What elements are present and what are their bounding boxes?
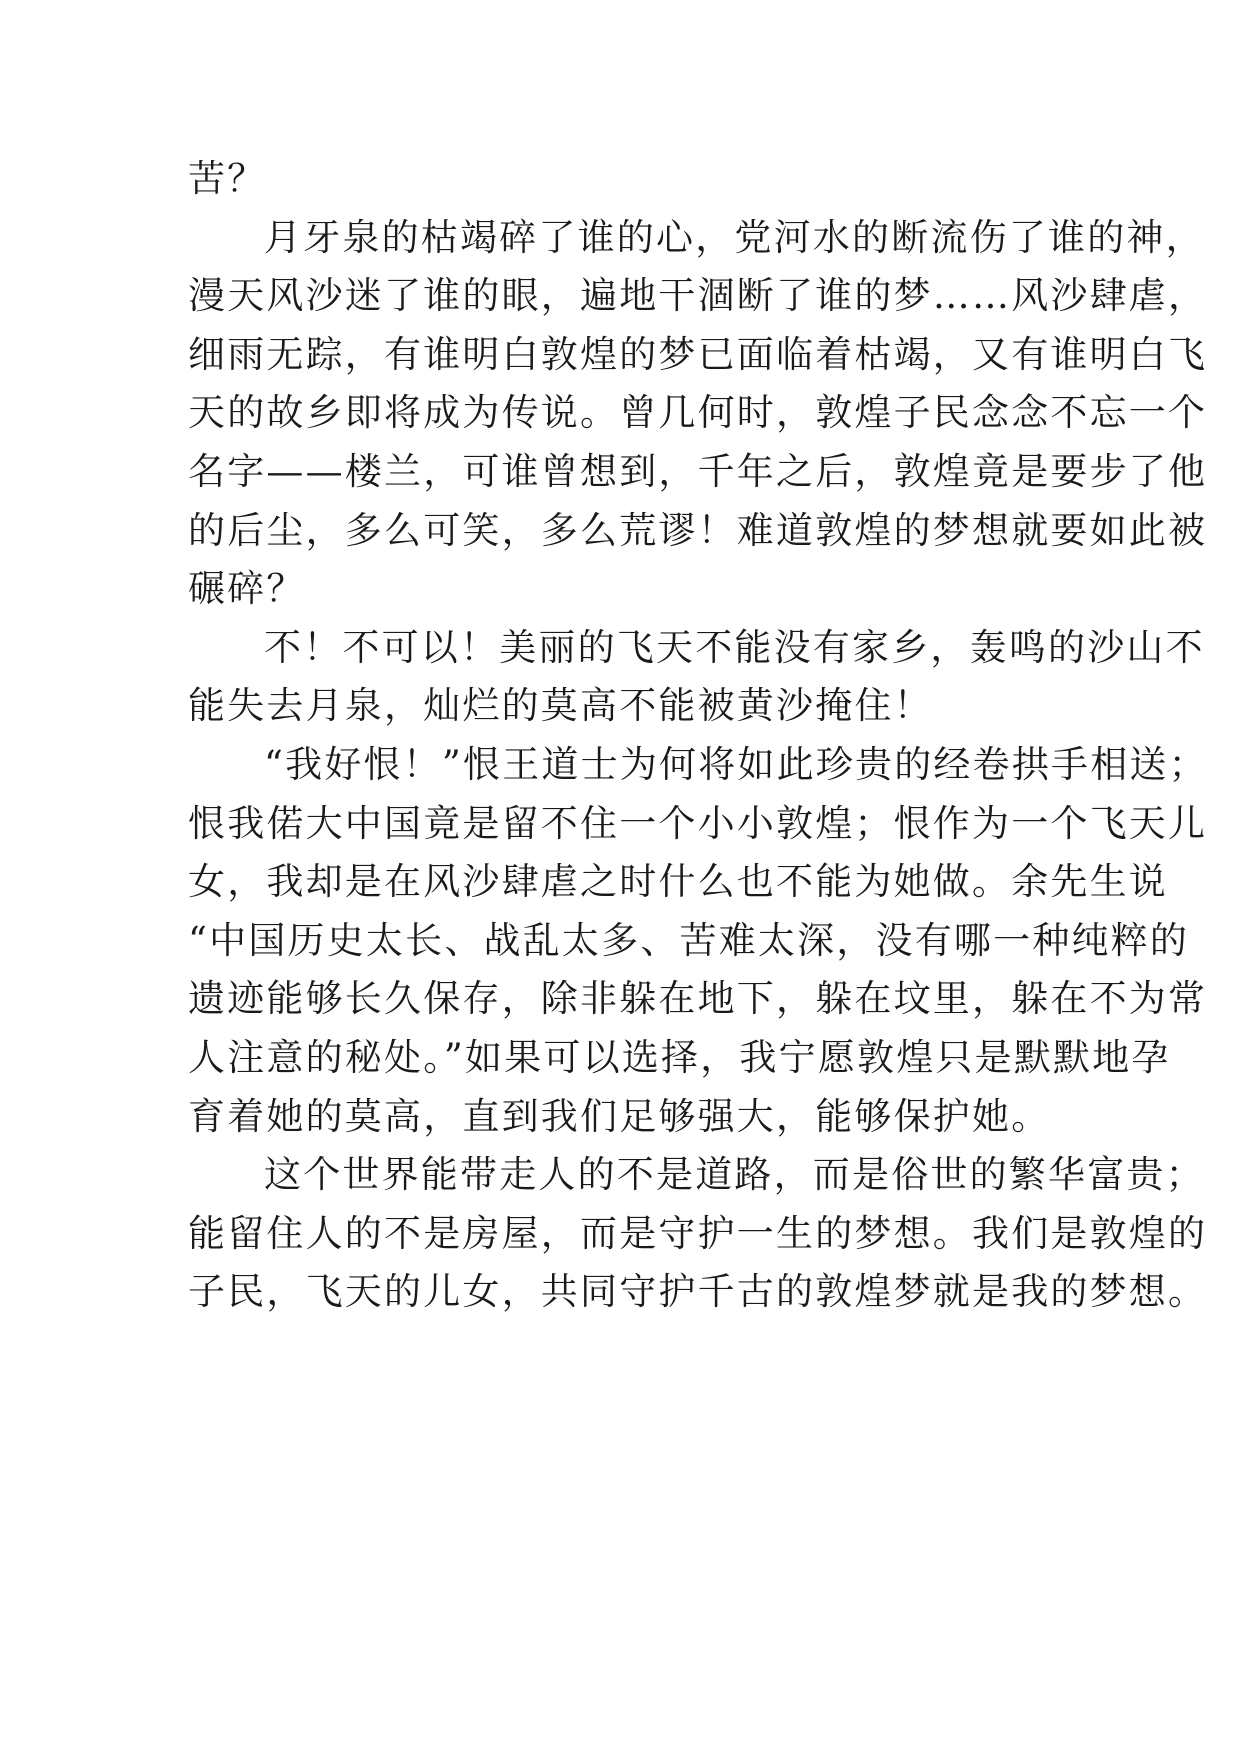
- body-text: [188, 150, 1208, 1322]
- text-line: 苦？: [188, 157, 267, 200]
- text-line: 女，我却是在风沙肆虐之时什么也不能为她做。余先生说: [188, 860, 1168, 904]
- paragraph: [188, 150, 1088, 209]
- text-line: 育着她的莫高，直到我们足够强大，能够保护她。: [188, 1094, 1051, 1138]
- text-line: “中国历史太长、战乱太多、苦难太深，没有哪一种纯粹的: [188, 918, 1190, 962]
- text-line: 这个世界能带走人的不是道路，而是俗世的繁华富贵；: [264, 1153, 1205, 1197]
- text-line: 细雨无踪，有谁明白敦煌的梦已面临着枯竭，又有谁明白飞: [188, 332, 1208, 376]
- text-line: 子民，飞天的儿女，共同守护千古的敦煌梦就是我的梦想。: [188, 1270, 1208, 1314]
- paragraph: [188, 1146, 1208, 1322]
- text-line: 能留住人的不是房屋，而是守护一生的梦想。我们是敦煌的: [188, 1211, 1208, 1255]
- text-line: 人注意的秘处。”如果可以选择，我宁愿敦煌只是默默地孕: [188, 1035, 1171, 1079]
- text-line: 不！不可以！美丽的飞天不能没有家乡，轰鸣的沙山不: [264, 625, 1205, 669]
- paragraph: [188, 619, 1205, 736]
- text-line: “我好恨！”恨王道士为何将如此珍贵的经卷拱手相送；: [264, 742, 1208, 786]
- text-line: 的后尘，多么可笑，多么荒谬！难道敦煌的梦想就要如此被: [188, 508, 1208, 552]
- paragraph: [188, 736, 1208, 1146]
- paragraph: [188, 209, 1208, 619]
- text-line: 能失去月泉，灿烂的莫高不能被黄沙掩住！: [188, 684, 933, 728]
- text-line: 月牙泉的枯竭碎了谁的心，党河水的断流伤了谁的神，: [264, 215, 1205, 259]
- text-line: 漫天风沙迷了谁的眼，遍地干涸断了谁的梦……风沙肆虐，: [188, 274, 1208, 318]
- text-line: 恨我偌大中国竟是留不住一个小小敦煌；恨作为一个飞天儿: [188, 801, 1208, 845]
- text-line: 遗迹能够长久保存，除非躲在地下，躲在坟里，躲在不为常: [188, 977, 1208, 1021]
- text-line: 碾碎？: [188, 567, 306, 611]
- text-line: 名字——楼兰，可谁曾想到，千年之后，敦煌竟是要步了他: [188, 449, 1208, 493]
- text-line: 天的故乡即将成为传说。曾几何时，敦煌子民念念不忘一个: [188, 391, 1208, 435]
